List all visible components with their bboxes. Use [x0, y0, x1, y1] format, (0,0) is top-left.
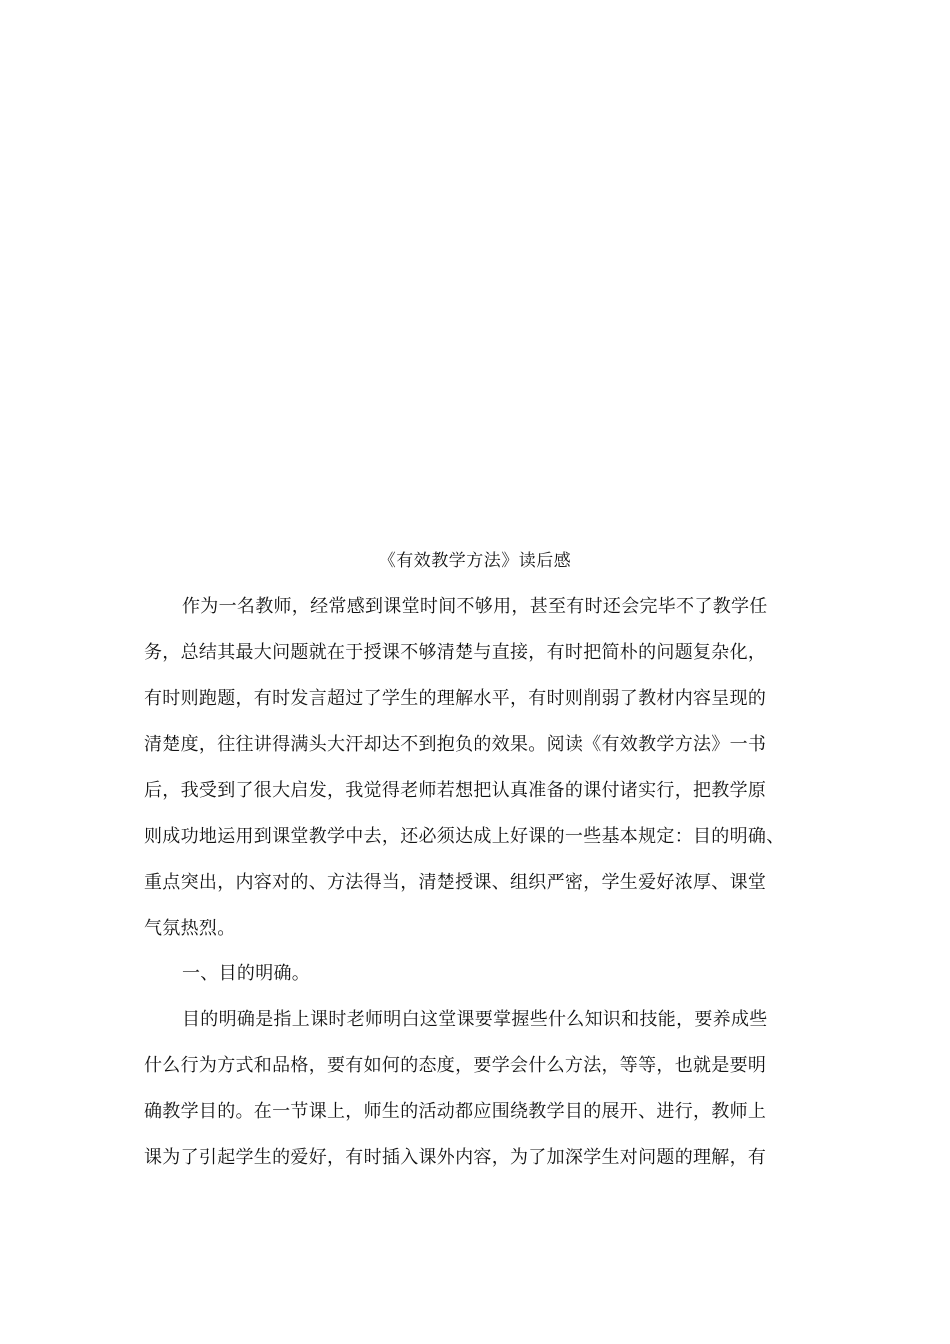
paragraph-line: 作为一名教师，经常感到课堂时间不够用，甚至有时还会完毕不了教学任 — [182, 596, 768, 617]
paragraph-line: 课为了引起学生的爱好，有时插入课外内容，为了加深学生对问题的理解，有 — [144, 1147, 767, 1168]
paragraph-line: 什么行为方式和品格，要有如何的态度，要学会什么方法，等等，也就是要明 — [144, 1055, 767, 1076]
paragraph-line: 后，我受到了很大启发，我觉得老师若想把认真准备的课付诸实行，把教学原 — [144, 780, 767, 801]
paragraph-line: 清楚度，往往讲得满头大汗却达不到抱负的效果。阅读《有效教学方法》一书 — [144, 734, 767, 755]
paragraph-line: 有时则跑题，有时发言超过了学生的理解水平，有时则削弱了教材内容呈现的 — [144, 688, 767, 709]
section-heading: 一、目的明确。 — [182, 963, 311, 984]
paragraph-line: 重点突出，内容对的、方法得当，清楚授课、组织严密，学生爱好浓厚、课堂 — [144, 872, 767, 893]
paragraph-line: 气氛热烈。 — [144, 918, 236, 939]
paragraph-line: 目的明确是指上课时老师明白这堂课要掌握些什么知识和技能，要养成些 — [182, 1009, 768, 1030]
paragraph-line: 确教学目的。在一节课上，师生的活动都应围绕教学目的展开、进行，教师上 — [144, 1101, 767, 1122]
document-title: 《有效教学方法》读后感 — [378, 551, 572, 571]
paragraph-line: 务，总结其最大问题就在于授课不够清楚与直接，有时把简朴的问题复杂化， — [144, 642, 767, 663]
paragraph-line: 则成功地运用到课堂教学中去，还必须达成上好课的一些基本规定：目的明确、 — [144, 826, 785, 847]
